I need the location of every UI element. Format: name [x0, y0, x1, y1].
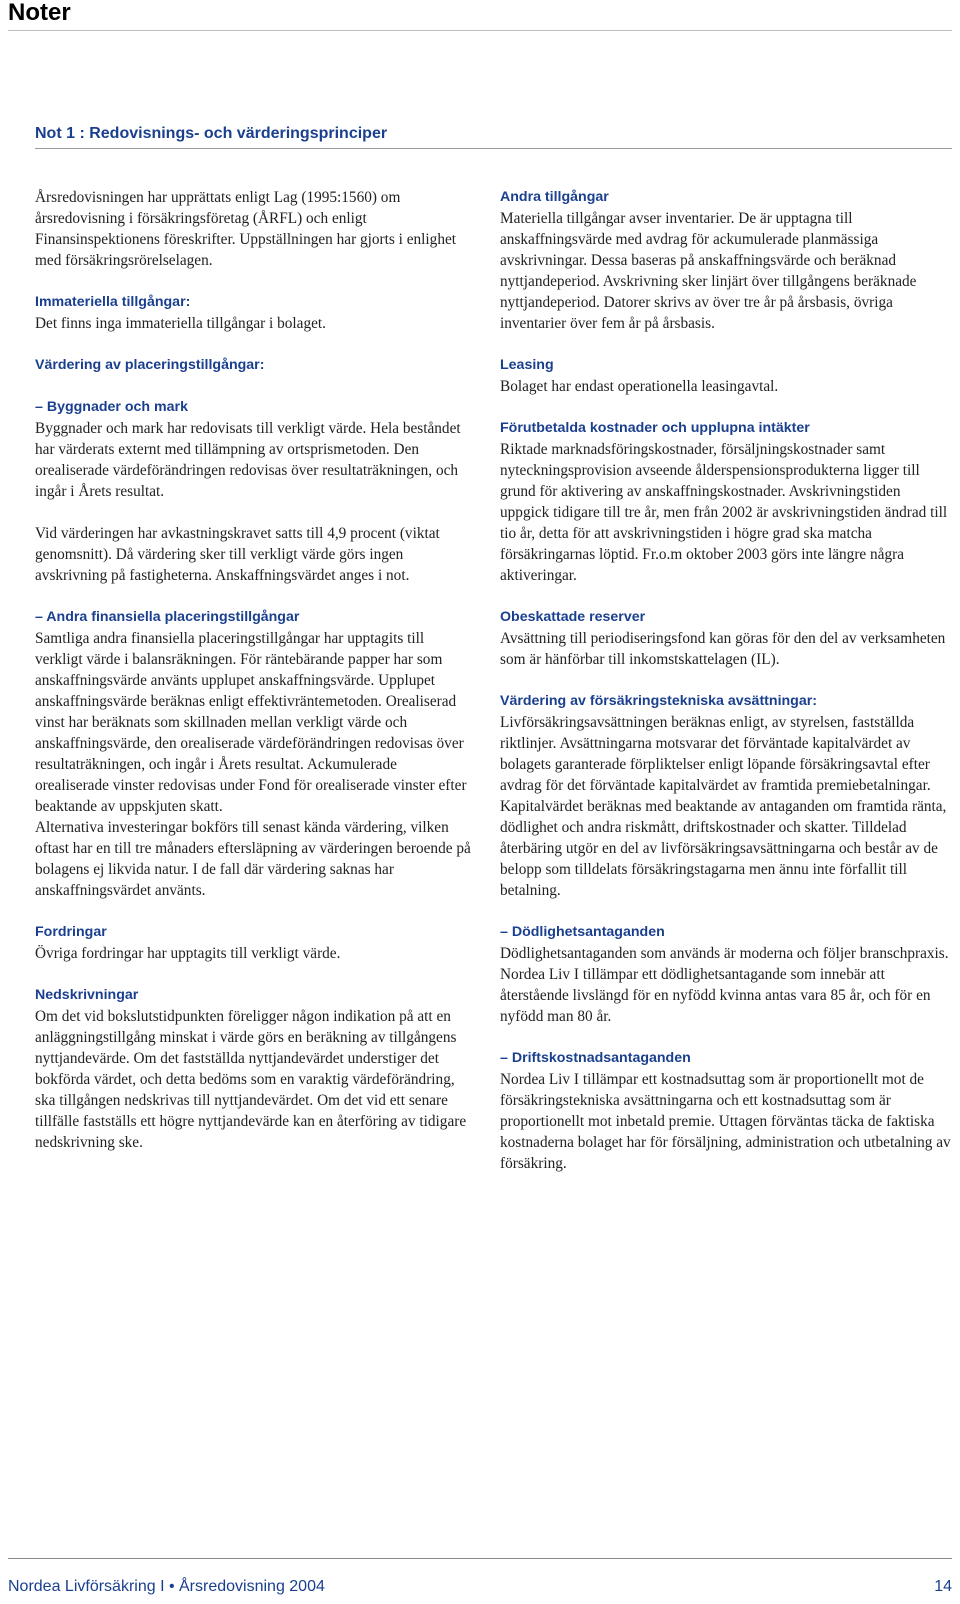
drift-text: Nordea Liv I tillämpar ett kostnadsuttag som är proportionellt mot de försäkringstekniska avsättningarna och ett kostnadsuttag som är proportionellt mot inbetald premie. Uttagen förväntas täcka de faktiska kostnaderna bolaget har för försäljning, administration och utbetalning av försäkring. [500, 1071, 951, 1172]
andra-section [500, 187, 952, 334]
leasing-section [500, 355, 952, 397]
nedskrivningar-text: Om det vid bokslutstidpunkten föreligger någon indikation på att en anläggningstillgång minskat i värde görs en beräkning av tillgångens nyttjandevärde. Om det fastställda nyttjandevärdet understiger det bokförda värdet, och detta bedöms som en varaktig värdeförändring, ska tillgången nedskrivas till nyttjandevärdet. Om det vid ett senare tillfälle fastställs ett högre nyttjandevärde kan en återföring av tidigare nedskrivning ske. [35, 1008, 467, 1151]
title-divider [8, 30, 952, 31]
finansiella-heading: – Andra finansiella placeringstillgångar [35, 609, 300, 625]
byggnader-heading: – Byggnader och mark [35, 399, 188, 415]
obeskattade-heading: Obeskattade reserver [500, 609, 646, 625]
finansiella-section [35, 607, 471, 901]
vardering-heading: Värdering av placeringstillgångar: [35, 357, 265, 373]
fordringar-section [35, 922, 471, 964]
dodlighet-section [500, 922, 952, 1027]
fordringar-heading: Fordringar [35, 924, 107, 940]
forsakringstekniska-text: Livförsäkringsavsättningen beräknas enligt, av styrelsen, fastställda riktlinjer. Avsättningarna motsvarar det förväntade kapitalvärdet av bolagets garanterade förpliktelser enligt löpande försäkringsavtal efter avdrag för det förväntade kapitalvärdet av framtida premiebetalningar. Kapitalvärdet beräknas med beaktande av antaganden om framtida ränta, dödlighet och andra riskmått, driftskostnader och skatter. Tilldelad återbäring utgör en del av livförsäkringsavsättningarna och består av de belopp som tilldelats försäkringstagarna men ännu inte förfallit till betalning. [500, 714, 947, 899]
left-column [35, 187, 471, 1174]
forutbetalda-heading: Förutbetalda kostnader och upplupna intäkter [500, 420, 810, 436]
page-number: 14 [934, 1578, 952, 1595]
drift-section [500, 1048, 952, 1174]
leasing-text: Bolaget har endast operationella leasingavtal. [500, 378, 779, 395]
obeskattade-section [500, 607, 952, 670]
immateriella-text: Det finns inga immateriella tillgångar i bolaget. [35, 315, 326, 332]
vardering-section [35, 355, 471, 502]
note-divider [35, 148, 952, 149]
immateriella-heading: Immateriella tillgångar: [35, 294, 191, 310]
forutbetalda-text: Riktade marknadsföringskostnader, försäljningskostnader samt nyteckningsprovision avseende ålderspensionsprodukterna ligger till grund för aktivering av anskaffningskostnader. Avskrivningstiden uppgick tidigare till tre år, men från 2002 är avskrivningstiden ändrad till tio år, detta för att avskrivningstiden i högre grad ska matcha försäkringarnas löptid. Fr.o.m oktober 2003 görs inte längre några aktiveringar. [500, 441, 948, 584]
page-title: Noter [8, 0, 71, 26]
intro-text: Årsredovisningen har upprättats enligt Lag (1995:1560) om årsredovisning i försäkringsföretag (ÅRFL) och enligt Finansinspektionens föreskrifter. Uppställningen har gjorts i enlighet med försäkringsrörelselagen. [35, 189, 457, 269]
andra-text: Materiella tillgångar avser inventarier. De är upptagna till anskaffningsvärde med avdrag för ackumulerade planmässiga avskrivningar. Dessa baseras på anskaffningsvärde och beräknad nyttjandeperiod. Avskrivning sker linjärt över tillgångens beräknade nyttjandeperiod. Datorer skrivs av över tre år på årsbasis, övriga inventarier över fem år på årsbasis. [500, 210, 917, 332]
avkastning-section [35, 523, 471, 586]
footer-divider [8, 1558, 952, 1559]
dodlighet-heading: – Dödlighetsantaganden [500, 924, 665, 940]
immateriella-section [35, 292, 471, 334]
intro-section [35, 187, 471, 271]
fordringar-text: Övriga fordringar har upptagits till verkligt värde. [35, 945, 341, 962]
forutbetalda-section [500, 418, 952, 586]
drift-heading: – Driftskostnadsantaganden [500, 1050, 691, 1066]
dodlighet-text: Dödlighetsantaganden som används är moderna och följer branschpraxis. Nordea Liv I tillämpar ett dödlighetsantagande som innebär att återstående livslängd för en nyfödd kvinna antas vara 85 år, och för en nyfödd man 80 år. [500, 945, 949, 1025]
obeskattade-text: Avsättning till periodiseringsfond kan göras för den del av verksamheten som är hänförbar till inkomstskattelagen (IL). [500, 630, 946, 668]
footer-publication: Nordea Livförsäkring I • Årsredovisning 2004 [8, 1578, 325, 1595]
byggnader-text: Byggnader och mark har redovisats till verkligt värde. Hela beståndet har värderats externt med tillämpning av ortsprismetoden. Den orealiserade värdeförändringen redovisas över resultaträkningen, och ingår i Årets resultat. [35, 420, 461, 500]
finansiella-text: Samtliga andra finansiella placeringstillgångar har upptagits till verkligt värde i balansräkningen. För räntebärande papper har som anskaffningsvärde använts upplupet anskaffningsvärde. Upplupet anskaffningsvärde beräknas enligt effektivräntemetoden. Orealiserad vinst har beräknats som skillnaden mellan verkligt värde och anskaffningsvärde, den orealiserade värdeförändringen redovisas över resultaträkningen, och ingår i Årets resultat. Ackumulerade orealiserade vinster redovisas under Fond för orealiserade vinster efter beaktande av uppskjuten skatt. [35, 630, 467, 815]
forsakringstekniska-heading: Värdering av försäkringstekniska avsättningar: [500, 693, 817, 709]
avkastning-text: Vid värderingen har avkastningskravet satts till 4,9 procent (viktat genomsnitt). Då värdering sker till verkligt värde görs ingen avskrivning på fastigheterna. Anskaffningsvärdet anges i not. [35, 525, 440, 584]
leasing-heading: Leasing [500, 357, 554, 373]
right-column [500, 187, 952, 1195]
nedskrivningar-heading: Nedskrivningar [35, 987, 139, 1003]
note-heading: Not 1 : Redovisnings- och värderingsprinciper [35, 125, 388, 142]
alternativa-text: Alternativa investeringar bokförs till senast kända värdering, vilken oftast har en till tre månaders eftersläpning av värderingen beroende på bolagens ej likvida natur. I de fall där värdering saknas har anskaffningsvärdet använts. [35, 819, 471, 899]
nedskrivningar-section [35, 985, 471, 1153]
forsakringstekniska-section [500, 691, 952, 901]
andra-heading: Andra tillgångar [500, 189, 609, 205]
